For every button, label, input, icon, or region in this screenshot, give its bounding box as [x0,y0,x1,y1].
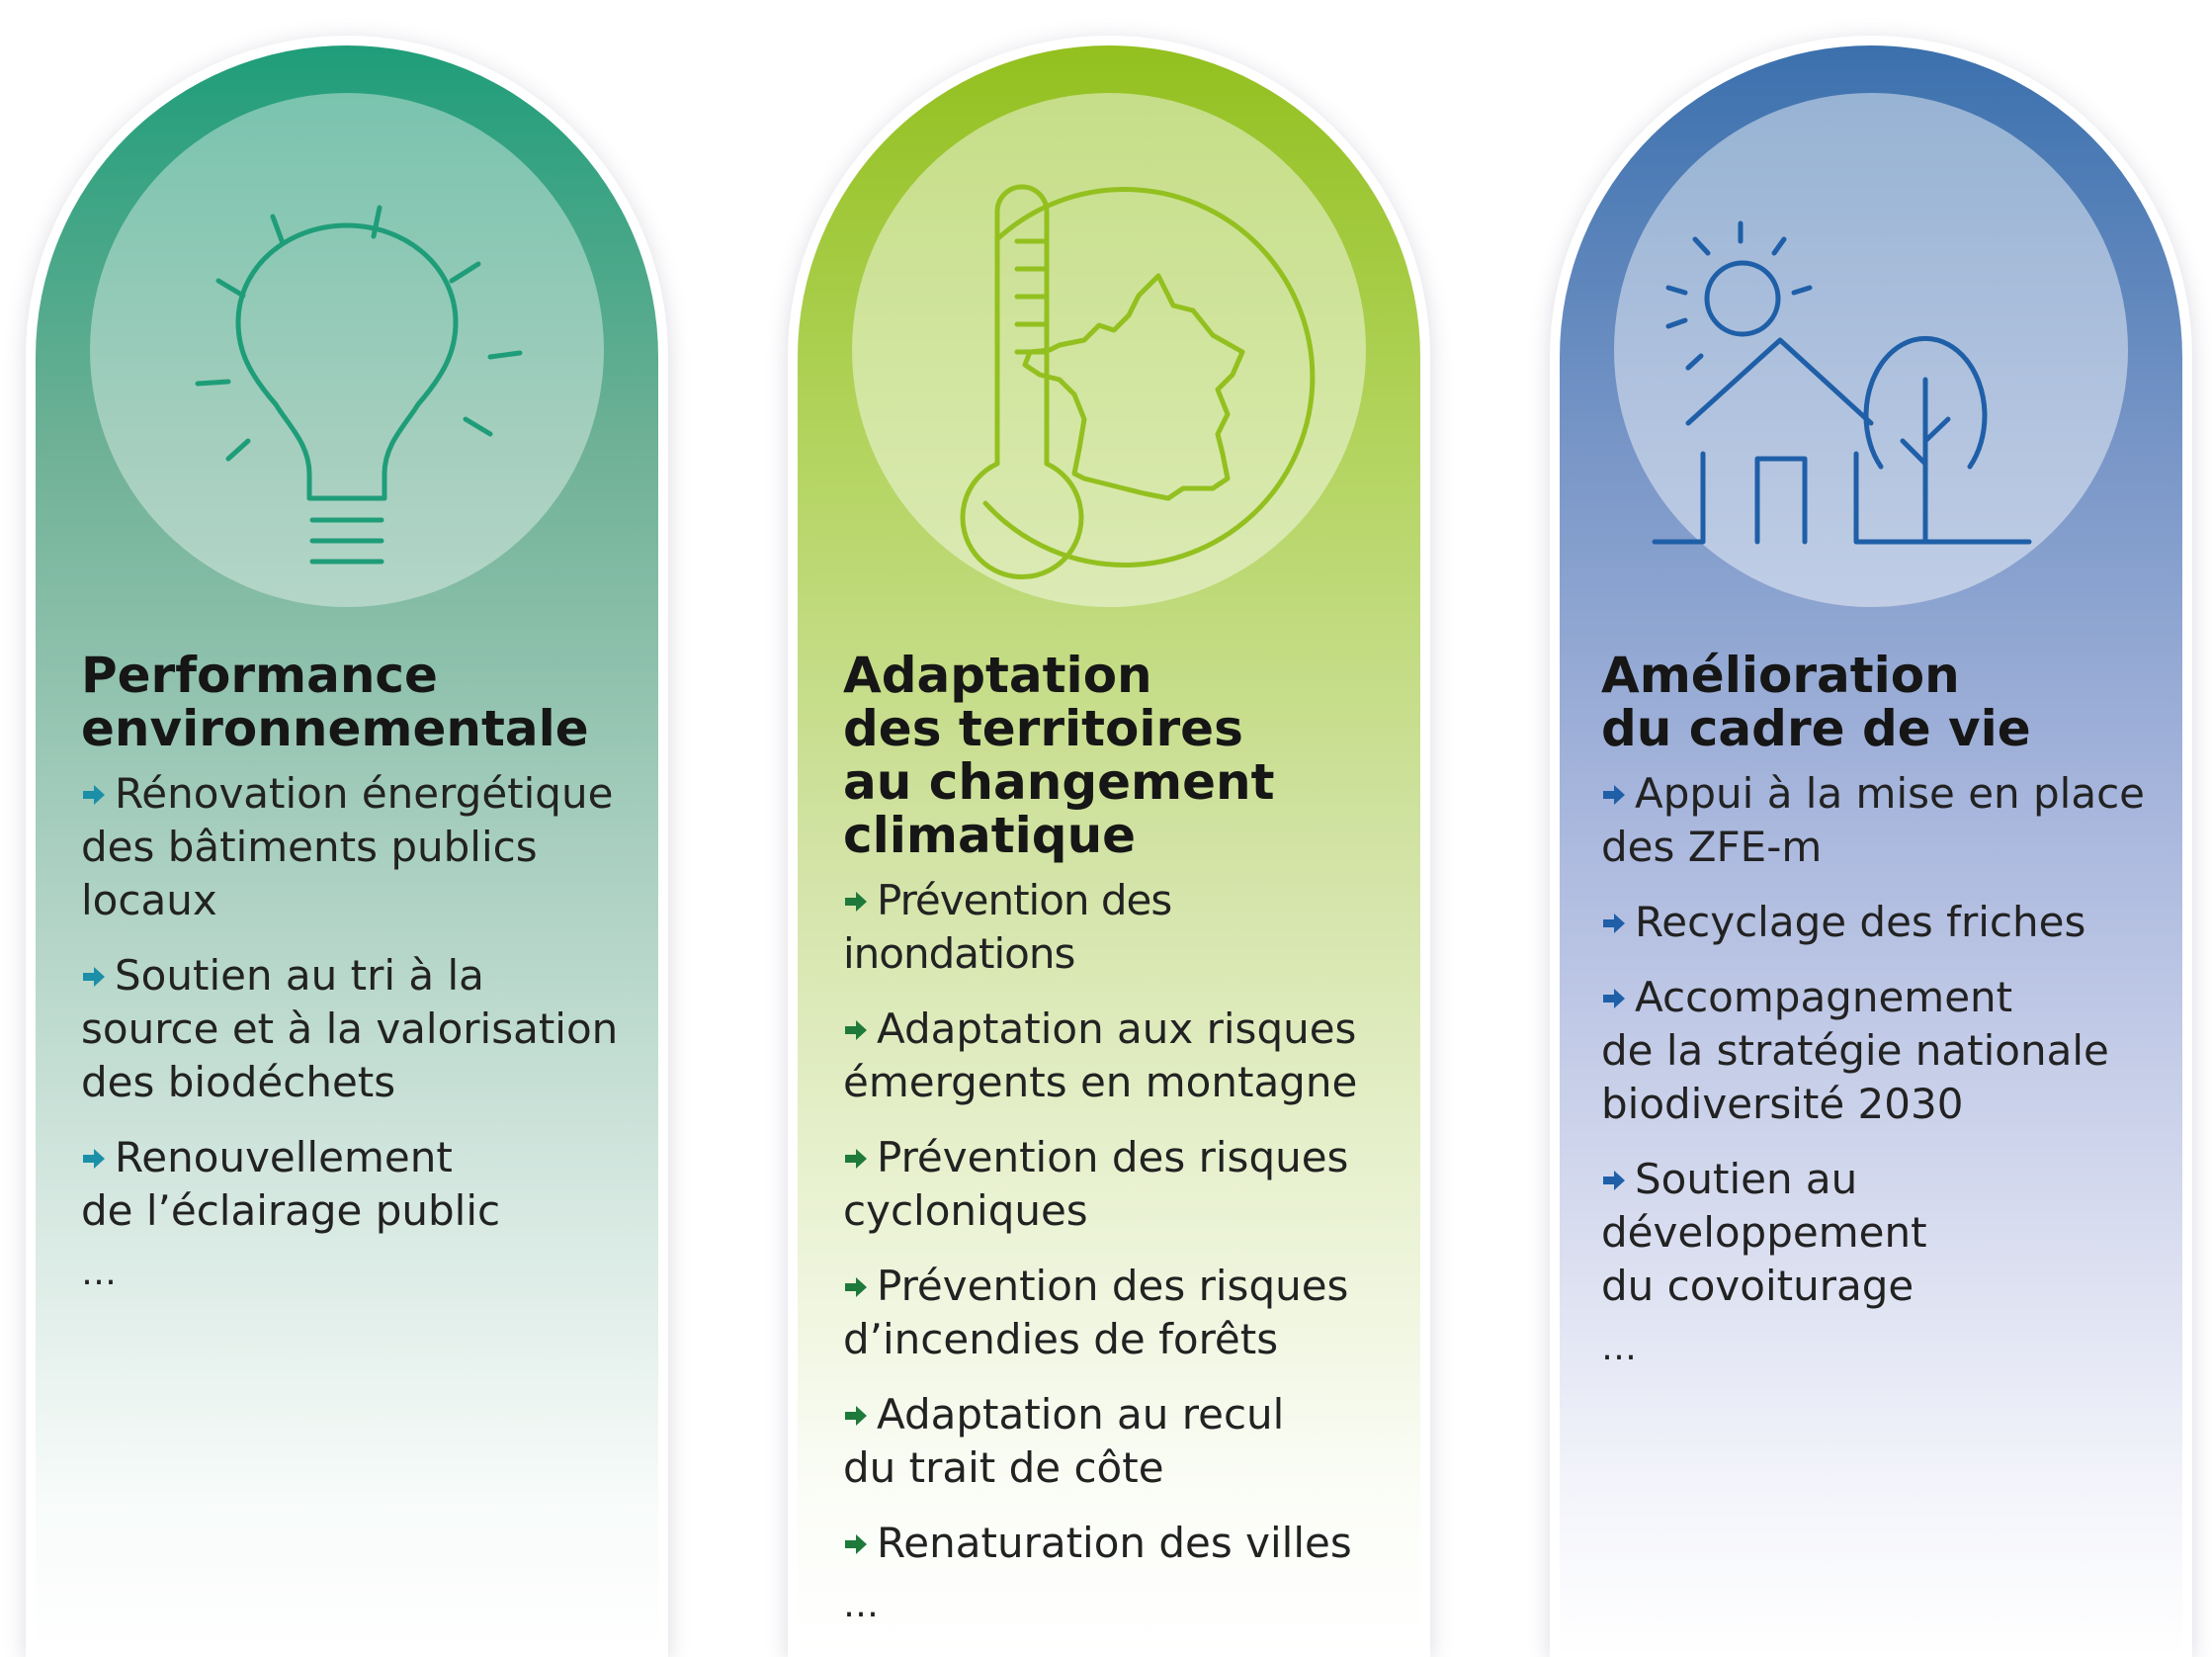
item-line: des biodéchets [81,1058,396,1106]
title-line: environnementale [81,700,589,757]
list-item [843,874,1401,981]
card-amelioration-cadre-de-vie [1550,36,2192,1657]
item-line: Prévention des inondations [843,876,1172,978]
arrow-right-icon [843,890,869,914]
arrow-right-icon [81,1147,107,1171]
list-item [1601,896,2163,949]
list-item [1601,971,2163,1131]
item-line: Recyclage des friches [1635,898,2086,946]
item-line: locaux [81,876,217,924]
arrow-right-icon [1601,783,1627,807]
title-line: Amélioration [1601,647,1960,704]
item-line: Rénovation énergétique [115,769,614,818]
ellipsis: … [1601,1328,1637,1368]
item-line: Prévention des risques [877,1133,1349,1181]
list-item [843,1260,1401,1366]
column-content [81,649,638,1293]
list-item [1601,1153,2163,1313]
arrow-right-icon [81,783,107,807]
list-item [81,1131,638,1238]
title-line: climatique [843,807,1137,864]
column-title [81,649,638,755]
column-content [1601,649,2163,1368]
lightbulb-icon [90,93,604,607]
arrow-right-icon [843,1404,869,1428]
arrow-right-icon [843,1018,869,1042]
item-line: Appui à la mise en place [1635,769,2145,818]
title-line: Performance [81,647,438,704]
list-item [81,767,638,927]
item-line: source et à la valorisation [81,1004,619,1053]
column-title [843,649,1401,862]
item-line: des ZFE-m [1601,823,1823,871]
item-line: d’incendies de forêts [843,1315,1279,1363]
thermometer-france-map-icon [852,93,1366,607]
item-line: Adaptation aux risques [877,1004,1357,1053]
arrow-right-icon [1601,912,1627,935]
item-line: Adaptation au recul [877,1390,1285,1439]
item-line: de la stratégie nationale [1601,1026,2109,1075]
bullet-list [843,874,1401,1570]
item-line: du covoiturage [1601,1262,1914,1310]
sun-house-tree-icon [1614,93,2128,607]
item-line: biodiversité 2030 [1601,1080,1964,1128]
list-item [81,949,638,1109]
arrow-right-icon [843,1147,869,1171]
title-line: Adaptation [843,647,1152,704]
item-line: Soutien au tri à la [115,951,484,1000]
list-item [843,1388,1401,1495]
item-line: Renouvellement [115,1133,453,1181]
list-item [1601,767,2163,874]
column-title [1601,649,2163,755]
ellipsis: … [843,1585,879,1625]
card-adaptation-territoires [788,36,1430,1657]
bullet-list [1601,767,2163,1313]
card-background [1560,45,2182,1657]
item-line: développement [1601,1208,1927,1257]
title-line: au changement [843,753,1275,811]
icon-circle [90,93,604,607]
column-content [843,649,1401,1625]
list-item [843,1131,1401,1238]
arrow-right-icon [843,1275,869,1299]
item-line: cycloniques [843,1186,1088,1235]
list-item [843,1517,1401,1570]
item-line: des bâtiments publics [81,823,538,871]
item-line: Renaturation des villes [877,1519,1352,1567]
arrow-right-icon [1601,1169,1627,1192]
item-line: émergents en montagne [843,1058,1358,1106]
icon-circle [852,93,1366,607]
card-performance-environnementale [26,36,668,1657]
bullet-list [81,767,638,1238]
arrow-right-icon [1601,987,1627,1010]
arrow-right-icon [81,965,107,989]
icon-circle [1614,93,2128,607]
item-line: Accompagnement [1635,973,2013,1021]
item-line: Prévention des risques [877,1262,1349,1310]
ellipsis: … [81,1253,117,1293]
card-background [36,45,658,1657]
arrow-right-icon [843,1532,869,1556]
title-line: du cadre de vie [1601,700,2031,757]
title-line: des territoires [843,700,1243,757]
list-item [843,1003,1401,1109]
item-line: Soutien au [1635,1155,1858,1203]
card-background [798,45,1420,1657]
item-line: de l’éclairage public [81,1186,501,1235]
item-line: du trait de côte [843,1443,1164,1492]
